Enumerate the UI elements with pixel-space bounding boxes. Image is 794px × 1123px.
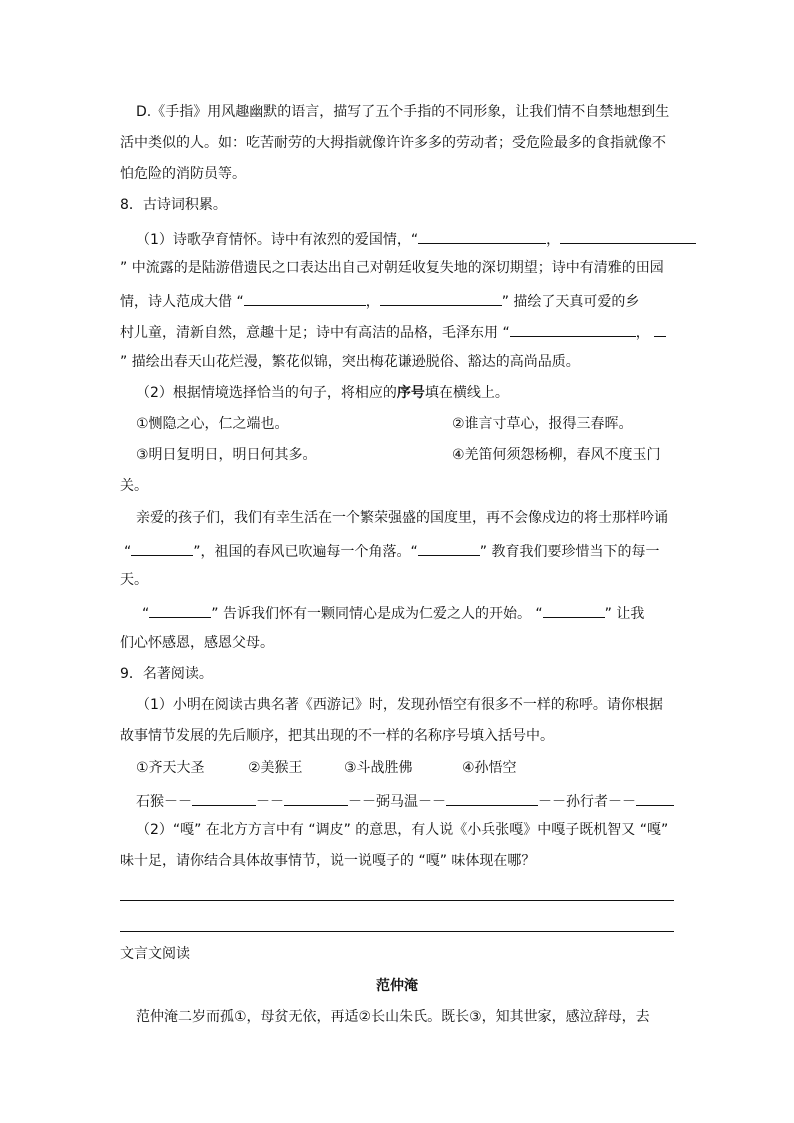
classical-title: 范仲淹 [376,978,418,994]
q8-heading: 8．古诗词积累。 [120,197,227,213]
q8-part1-text: （1）诗歌孕育情怀。诗中有浓烈的爱国情，“ [136,232,419,248]
q8-scenario-line5: 们心怀感恩，感恩父母。 [120,635,274,651]
scenario-text: ” 让我 [604,606,645,622]
q8-part1-text: ” 描绘了天真可爱的乡 [501,294,640,310]
q8-part1-line3 [120,289,639,312]
q8-part1-text: 村儿童，清新自然，意趣十足；诗中有高洁的品格，毛泽东用 “ [120,325,510,341]
sequence-text: 石猴－－ [136,794,192,810]
comma: ， [365,294,380,310]
answer-line-1[interactable] [120,900,674,901]
poem-blank-5[interactable] [510,320,636,337]
q8-option-2: ②谁言寸草心，报得三春晖。 [452,416,633,432]
comma: ， [546,232,561,248]
name-option: ①齐天大圣 [136,760,205,776]
choice-blank-3[interactable] [149,601,211,618]
sequence-blank-4[interactable] [636,789,674,806]
poem-blank-2[interactable] [560,227,696,244]
classical-line1: 范仲淹二岁而孤①，母贫无依，再适②长山朱氏。既长③，知其世家，感泣辞母，去 [136,1009,650,1025]
sequence-text: －－弼马温－－ [348,794,446,810]
q8-part1-text: 情，诗人范成大借 “ [120,294,244,310]
choice-blank-4[interactable] [543,601,605,618]
sequence-blank-1[interactable] [192,789,256,806]
answer-line-2[interactable] [120,931,674,932]
q9-part1-line2: 故事情节发展的先后顺序，把其出现的不一样的名称序号填入括号中。 [120,728,554,744]
q8-scenario-line2 [124,539,659,562]
sequence-text: －－ [256,794,284,810]
scenario-text: ” 教育我们要珍惜当下的每一 [479,544,660,560]
name-option: ②美猴王 [248,760,303,776]
scenario-text: ”，祖国的春风已吹遍每一个角落。“ [193,544,418,560]
q8-part2-instruction [136,383,509,403]
q9-part2-line1: （2）“嘎” 在北方方言中有 “调皮” 的意思，有人说《小兵张嘎》中嘎子既机智又 “嘎” [136,822,669,838]
q7-option-d-line1: D.《手指》用风趣幽默的语言，描写了五个手指的不同形象，让我们情不自禁地想到生 [136,104,670,120]
poem-blank-3[interactable] [244,289,366,306]
scenario-text: “ [142,606,150,622]
q8-option-1: ①恻隐之心，仁之端也。 [136,416,289,432]
q9-name-options [136,758,517,778]
q8-part1-line2: ” 中流露的是陆游借遗民之口表达出自己对朝廷收复失地的深切期望；诗中有清雅的田园 [120,260,664,276]
q9-sequence [136,789,674,812]
q8-part1-line1 [136,227,696,250]
instruction-text: 填在横线上。 [424,385,509,401]
q9-heading: 9．名著阅读。 [120,666,213,682]
q8-scenario-line3: 天。 [120,572,148,588]
scenario-text: “ [124,544,132,560]
choice-blank-2[interactable] [418,539,480,556]
q8-scenario-line4 [142,601,644,624]
q8-option-4-cont: 关。 [120,478,148,494]
poem-blank-4[interactable] [380,289,502,306]
q8-option-3: ③明日复明日，明日何其多。 [136,447,317,463]
comma: ， [635,325,650,341]
poem-blank-6[interactable] [654,320,666,337]
instruction-text: （2）根据情境选择恰当的句子，将相应的 [136,385,397,401]
q8-part1-line4 [120,320,666,343]
q9-part1-line1: （1）小明在阅读古典名著《西游记》时，发现孙悟空有很多不一样的称呼。请你根据 [136,697,663,713]
name-option: ③斗战胜佛 [344,760,413,776]
sequence-blank-3[interactable] [446,789,538,806]
q7-option-d-line2: 活中类似的人。如：吃苦耐劳的大拇指就像许许多多的劳动者；受危险最多的食指就像不 [120,135,666,151]
q8-part1-line5: ” 描绘出春天山花烂漫，繁花似锦，突出梅花谦逊脱俗、豁达的高尚品质。 [120,354,580,370]
name-option: ④孙悟空 [462,760,517,776]
q8-option-4: ④羌笛何须怨杨柳，春风不度玉门 [452,447,661,463]
q8-scenario-line1: 亲爱的孩子们，我们有幸生活在一个繁荣强盛的国度里，再不会像戍边的将士那样吟诵 [136,510,668,526]
poem-blank-1[interactable] [418,227,546,244]
choice-blank-1[interactable] [131,539,193,556]
instruction-bold: 序号 [396,385,425,401]
classical-section-label: 文言文阅读 [120,946,190,962]
q9-part2-line2: 味十足，请你结合具体故事情节，说一说嘎子的 “嘎” 味体现在哪？ [120,853,536,869]
q7-option-d-line3: 怕危险的消防员等。 [120,166,246,182]
sequence-text: －－孙行者－－ [538,794,636,810]
sequence-blank-2[interactable] [284,789,348,806]
scenario-text: ” 告诉我们怀有一颗同情心是成为仁爱之人的开始。 “ [211,606,543,622]
